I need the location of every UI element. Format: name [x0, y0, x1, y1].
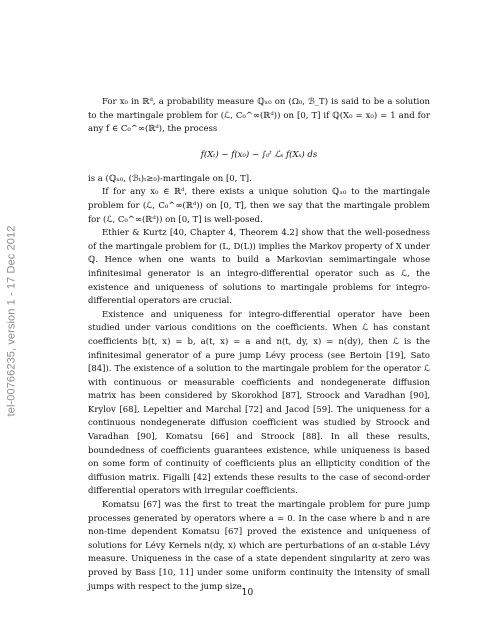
sidebar-stamp-text: tel-00766235, version 1 - 17 Dec 2012 — [5, 225, 18, 417]
paragraph-ethier-kurtz: Ethier & Kurtz [40, Chapter 4, Theorem 4.2] show that the well-posedness of the martingale problem for (L, D(L)) implies the Markov property of X under ℚ. Hence when one wants to build a Markovian semimartingale whose infinitesimal generator is an integro-differential operator such as ℒ, the existence and uniqueness of solutions to martingale problems for integro-differential operators are crucial. — [88, 228, 430, 307]
display-equation: f(Xₜ) − f(x₀) − ∫₀ᵗ ℒₛ f(Xₛ) ds — [200, 149, 318, 160]
page-number: 10 — [241, 588, 254, 598]
arxiv-sidebar-stamp — [2, 186, 20, 456]
paragraph-komatsu: Komatsu [67] was the first to treat the martingale problem for pure jump processes generated by operators where a = 0. In the case where b and n are non-time dependent Komatsu [67] proved the existence and uniqueness of solutions for Lévy Kernels n(dy, x) which are perturbations of an α-stable Lévy measure. Uniqueness in the case of a state dependent singularity at zero was proved by Bass [10, 11] under some uniform continuity the intensity of small jumps with respect to the jump size. — [88, 500, 430, 592]
paragraph-existence-uniqueness: Existence and uniqueness for integro-differential operator have been studied under various conditions on the coefficients. When ℒ has constant coefficients b(t, x) = b, a(t, x) = a and n(t, dy, x) = n(dy), then ℒ is the infinitesimal generator of a pure jump Lévy process (see Bertoin [19], Sato [84]). The existence of a solution to the martingale problem for the operator ℒ with continuous or measurable coefficients and nondegenerate diffusion matrix has been considered by Skorokhod [87], Stroock and Varadhan [90], Krylov [68], Lepeltier and Marchal [72] and Jacod [59]. The uniqueness for a continuous nondegenerate diffusion coefficient was studied by Stroock and Varadhan [90], Komatsu [66] and Stroock [88]. In all these results, boundedness of coefficients guarantees existence, while uniqueness is based on some form of continuity of coefficients plus an ellipticity condition of the diffusion matrix. Figalli [42] extends these results to the case of second-order differential operators with irregular coefficients. — [88, 309, 430, 497]
paragraph-well-posed: If for any x₀ ∈ ℝᵈ, there exists a unique solution ℚₓ₀ to the martingale problem for (ℒ, C₀^∞(ℝᵈ)) on [0, T], then we say that the martingale problem for (ℒ, C₀^∞(ℝᵈ)) on [0, T] is well-posed. — [88, 187, 430, 225]
paragraph-martingale-statement: is a (ℚₓ₀, (ℬₜ)ₜ≥₀)-martingale on [0, T]. — [88, 173, 252, 184]
page-body — [88, 96, 430, 594]
paragraph-definition: For x₀ in ℝᵈ, a probability measure ℚₓ₀ on (Ω₀, ℬ_T) is said to be a solution to the martingale problem for (ℒ, C₀^∞(ℝᵈ)) on [0, T] if ℚ(X₀ = x₀) = 1 and for any f ∈ C₀^∞(ℝᵈ), the process — [88, 97, 430, 135]
